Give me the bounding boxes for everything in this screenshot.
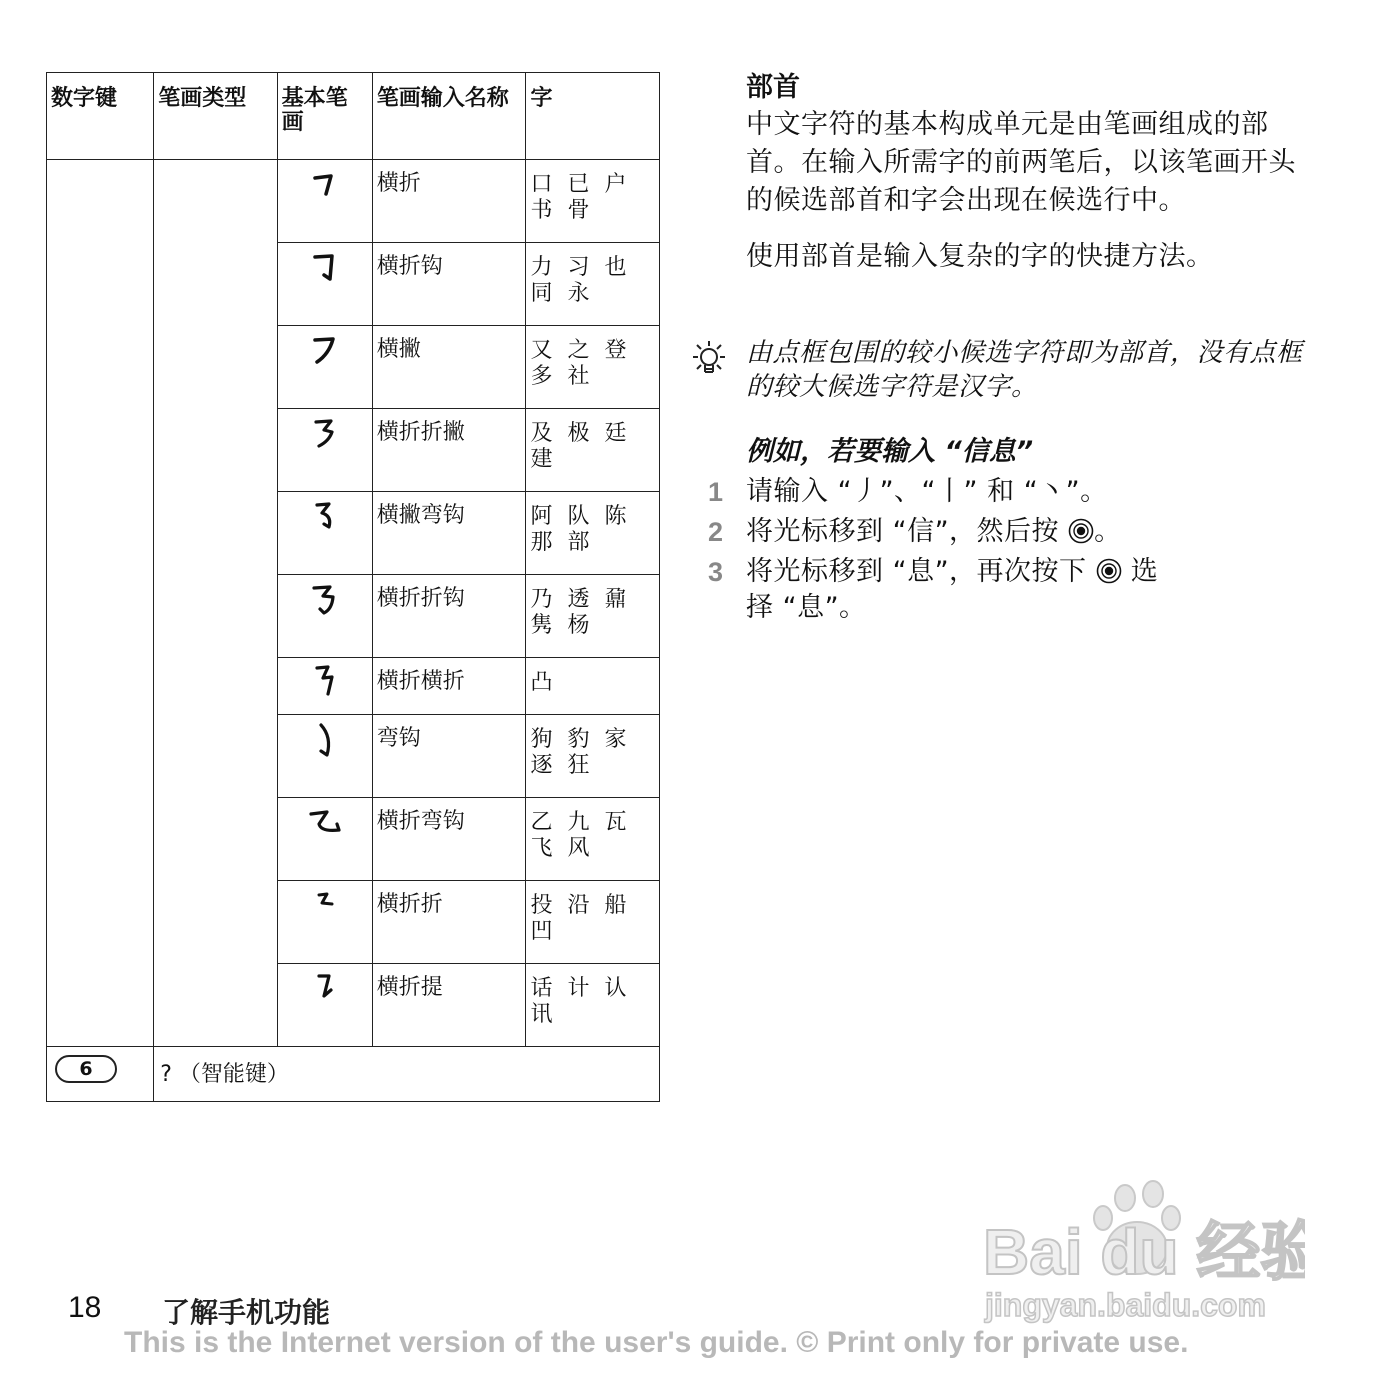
stroke-name: 横折提 xyxy=(372,964,526,1047)
watermark-logo-text: Bai du 经验 xyxy=(983,1216,1305,1288)
center-select-key-icon xyxy=(1096,558,1122,584)
example-chars: 狗 豹 家 逐 狂 xyxy=(526,715,660,798)
step-text: 将光标移到 “信”，然后按 。 xyxy=(746,516,1122,547)
heng-zhe-heng-zhe-icon xyxy=(277,658,372,715)
step-text-continued: 择 “息”。 xyxy=(746,592,867,623)
wan-gou-icon xyxy=(277,715,372,798)
table-row xyxy=(47,160,660,243)
step-text: 请输入 “丿”、“丨” 和 “丶”。 xyxy=(746,476,1108,507)
table-row xyxy=(47,1047,660,1102)
number-key-cell xyxy=(47,160,154,1047)
example-chars: 阿 队 陈 那 部 xyxy=(526,492,660,575)
header-characters: 字 xyxy=(526,73,660,160)
stroke-name: 横撇 xyxy=(372,326,526,409)
heng-zhe-zhe-pie-icon xyxy=(277,409,372,492)
page-number: 18 xyxy=(68,1291,102,1324)
heng-zhe-wan-gou-icon xyxy=(277,798,372,881)
key-cell xyxy=(47,1047,154,1102)
header-number-key: 数字键 xyxy=(47,73,154,160)
watermark-url: jingyan.baidu.com xyxy=(985,1287,1266,1323)
example-chars: 投 沿 船 凹 xyxy=(526,881,660,964)
stroke-name: 横折钩 xyxy=(372,243,526,326)
tip-text: 由点框包围的较小候选字符即为部首，没有点框的较大候选字符是汉字。 xyxy=(746,338,1303,402)
stroke-name: 横折横折 xyxy=(372,658,526,715)
stroke-table xyxy=(46,72,660,1102)
heng-zhe-icon xyxy=(277,160,372,243)
stroke-name: 横折折撇 xyxy=(372,409,526,492)
heng-zhe-zhe-icon xyxy=(277,881,372,964)
example-chars: 话 计 认 讯 xyxy=(526,964,660,1047)
example-title: 例如，若要输入 “信息” xyxy=(746,436,1034,467)
section-heading: 部首 xyxy=(746,72,800,103)
lightbulb-icon xyxy=(686,338,732,386)
stroke-name: 横折 xyxy=(372,160,526,243)
stroke-name: 横撇弯钩 xyxy=(372,492,526,575)
example-chars: 及 极 廷 建 xyxy=(526,409,660,492)
step-number: 1 xyxy=(708,477,724,507)
radicals-description: 中文字符的基本构成单元是由笔画组成的部首。在输入所需字的前两笔后，以该笔画开头的候选部首和字会出现在候选行中。 xyxy=(746,109,1296,216)
center-select-key-icon xyxy=(1068,518,1094,544)
example-chars: 口 已 户 书 骨 xyxy=(526,160,660,243)
radicals-shortcut-text: 使用部首是输入复杂的字的快捷方法。 xyxy=(746,241,1214,272)
step-number: 3 xyxy=(708,557,724,587)
header-stroke-type: 笔画类型 xyxy=(154,73,277,160)
step-number: 2 xyxy=(708,517,724,547)
example-chars: 凸 xyxy=(526,658,660,715)
baidu-jingyan-watermark xyxy=(975,1170,1305,1334)
heng-pie-wan-gou-icon xyxy=(277,492,372,575)
step-text: 将光标移到 “息”，再次按下 选 xyxy=(746,556,1159,587)
stroke-name: 弯钩 xyxy=(372,715,526,798)
stroke-name: 横折折钩 xyxy=(372,575,526,658)
example-chars: 乃 透 鼐 隽 杨 xyxy=(526,575,660,658)
heng-zhe-ti-icon xyxy=(277,964,372,1047)
disclaimer-text: This is the Internet version of the user's guide. © Print only for private use. xyxy=(124,1326,1189,1359)
stroke-name: 横折折 xyxy=(372,881,526,964)
stroke-type-cell xyxy=(154,160,277,1047)
header-stroke-name: 笔画输入名称 xyxy=(372,73,526,160)
heng-zhe-gou-icon xyxy=(277,243,372,326)
key-6-icon: 6 xyxy=(55,1055,117,1083)
stroke-name: 横折弯钩 xyxy=(372,798,526,881)
heng-pie-icon xyxy=(277,326,372,409)
smart-key-label: ? （智能键） xyxy=(154,1047,660,1102)
heng-zhe-zhe-gou-icon xyxy=(277,575,372,658)
table-header-row xyxy=(47,73,660,160)
example-chars: 乙 九 瓦 飞 风 xyxy=(526,798,660,881)
example-chars: 力 习 也 同 永 xyxy=(526,243,660,326)
radicals-section xyxy=(746,70,1306,276)
example-chars: 又 之 登 多 社 xyxy=(526,326,660,409)
section-title: 了解手机功能 xyxy=(162,1296,331,1329)
header-basic-stroke: 基本笔画 xyxy=(277,73,372,160)
